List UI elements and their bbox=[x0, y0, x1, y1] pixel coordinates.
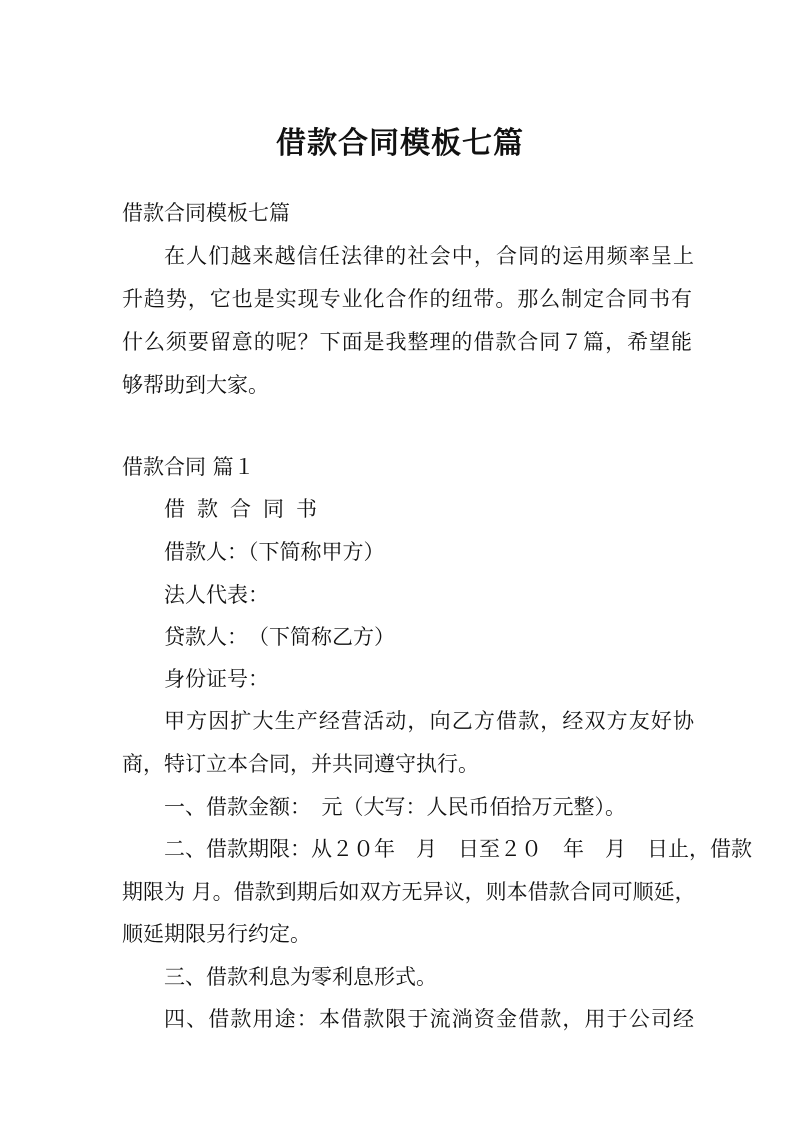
intro-line-3: 什么须要留意的呢？下面是我整理的借款合同７篇，希望能 bbox=[122, 330, 692, 354]
borrower-field: 借款人：（下简称甲方） bbox=[164, 540, 385, 564]
clause-2-line-1: 二、借款期限：从２０年 月 日至２０ 年 月 日止，借款 bbox=[164, 837, 752, 861]
lender-field: 贷款人： （下简称乙方） bbox=[164, 625, 395, 649]
document-subtitle: 借款合同模板七篇 bbox=[122, 201, 290, 225]
document-title: 借款合同模板七篇 bbox=[276, 126, 524, 161]
legal-rep-field: 法人代表： bbox=[164, 583, 269, 607]
clause-2-line-2: 期限为 月。借款到期后如双方无异议，则本借款合同可顺延， bbox=[122, 880, 696, 904]
id-number-field: 身份证号： bbox=[164, 667, 269, 691]
clause-4-line-1: 四、借款用途：本借款限于流淌资金借款，用于公司经 bbox=[164, 1007, 694, 1031]
intro-line-1: 在人们越来越信任法律的社会中，合同的运用频率呈上 bbox=[164, 244, 694, 268]
clause-3: 三、借款利息为零利息形式。 bbox=[164, 965, 437, 989]
clause-1: 一、借款金额： 元（大写：人民币佰拾万元整）。 bbox=[164, 795, 626, 819]
intro-line-4: 够帮助到大家。 bbox=[122, 373, 269, 397]
contract-title: 借款合同书 bbox=[164, 497, 329, 521]
purpose-line-1: 甲方因扩大生产经营活动，向乙方借款，经双方友好协 bbox=[164, 709, 694, 733]
clause-2-line-3: 顺延期限另行约定。 bbox=[122, 922, 311, 946]
purpose-line-2: 商，特订立本合同，并共同遵守执行。 bbox=[122, 752, 479, 776]
intro-line-2: 升趋势，它也是实现专业化合作的纽带。那么制定合同书有 bbox=[122, 287, 692, 311]
section-heading: 借款合同 篇１ bbox=[122, 455, 255, 479]
